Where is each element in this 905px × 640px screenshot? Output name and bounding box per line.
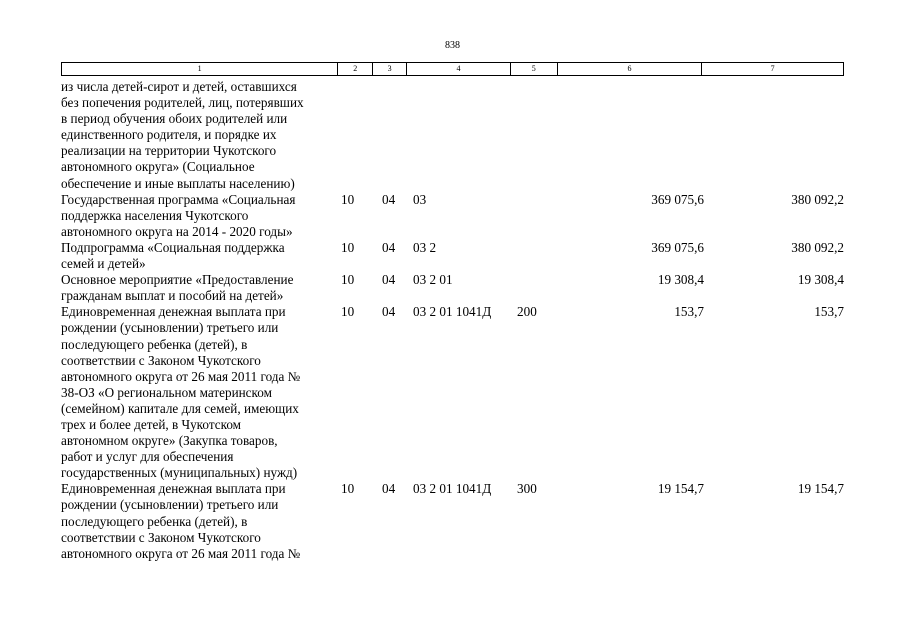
description-line: Основное мероприятие «Предоставление <box>61 272 294 288</box>
description-line: рождении (усыновлении) третьего или <box>61 497 279 513</box>
header-col-5: 5 <box>510 63 557 75</box>
description-line: автономного округа от 26 мая 2011 года № <box>61 545 301 561</box>
expense-type-code: 200 <box>517 304 537 320</box>
description-line: семей и детей» <box>61 256 146 272</box>
page-number: 838 <box>445 40 460 51</box>
description-line: гражданам выплат и пособий на детей» <box>61 288 284 304</box>
target-article-code: 03 2 01 1041Д <box>413 481 492 497</box>
amount-year-2: 19 154,7 <box>797 481 844 497</box>
expense-type-code: 300 <box>517 481 537 497</box>
description-line: Единовременная денежная выплата при <box>61 481 286 497</box>
row-description <box>61 192 337 240</box>
description-line: автономном округе» (Закупка товаров, <box>61 433 278 449</box>
header-col-2: 2 <box>337 63 372 75</box>
description-line: реализации на территории Чукотского <box>61 143 277 159</box>
description-line: трех и более детей, в Чукотском <box>61 416 242 432</box>
target-article-code: 03 2 01 <box>413 272 453 288</box>
amount-year-2: 153,7 <box>814 304 844 320</box>
header-col-7: 7 <box>701 63 843 75</box>
description-line: без попечения родителей, лиц, потерявших <box>61 95 304 111</box>
description-line: соответствии с Законом Чукотского <box>61 529 261 545</box>
header-col-1: 1 <box>197 64 202 73</box>
row-description <box>61 304 337 481</box>
description-line: 38-ОЗ «О региональном материнском <box>61 384 272 400</box>
description-line: последующего ребенка (детей), в <box>61 513 248 529</box>
target-article-code: 03 <box>413 191 427 207</box>
table-row <box>61 79 844 192</box>
row-description <box>61 272 337 304</box>
description-line: последующего ребенка (детей), в <box>61 336 248 352</box>
header-col-4: 4 <box>406 63 510 75</box>
budget-table-body <box>61 79 844 562</box>
table-row <box>61 481 844 561</box>
description-line: соответствии с Законом Чукотского <box>61 352 261 368</box>
section-code: 10 <box>341 304 355 320</box>
section-code: 10 <box>341 272 355 288</box>
subsection-code: 04 <box>382 191 396 207</box>
description-line: единственного родителя, и порядке их <box>61 127 277 143</box>
description-line: автономного округа» (Социальное <box>61 159 255 175</box>
description-line: в период обучения обоих родителей или <box>61 111 288 127</box>
section-code: 10 <box>341 239 355 255</box>
subsection-code: 04 <box>382 304 396 320</box>
description-line: из числа детей-сирот и детей, оставшихся <box>61 79 297 94</box>
description-line: (семейном) капитале для семей, имеющих <box>61 400 299 416</box>
description-line: работ и услуг для обеспечения <box>61 449 234 465</box>
table-row <box>61 240 844 272</box>
header-col-6: 6 <box>557 63 702 75</box>
description-line: Единовременная денежная выплата при <box>61 304 286 320</box>
amount-year-2: 380 092,2 <box>791 191 844 207</box>
description-line: автономного округа от 26 мая 2011 года № <box>61 368 301 384</box>
amount-year-1: 19 308,4 <box>657 272 704 288</box>
header-col-3: 3 <box>372 63 406 75</box>
description-line: автономного округа на 2014 - 2020 годы» <box>61 223 293 239</box>
row-description <box>61 481 337 561</box>
description-line: поддержка населения Чукотского <box>61 207 249 223</box>
amount-year-1: 369 075,6 <box>651 191 704 207</box>
amount-year-2: 19 308,4 <box>797 272 844 288</box>
description-line: Государственная программа «Социальная <box>61 191 296 207</box>
section-code: 10 <box>341 191 355 207</box>
description-line: рождении (усыновлении) третьего или <box>61 320 279 336</box>
column-number-header <box>61 62 844 76</box>
table-row <box>61 272 844 304</box>
amount-year-1: 153,7 <box>674 304 704 320</box>
amount-year-1: 19 154,7 <box>657 481 704 497</box>
row-description <box>61 240 337 272</box>
section-code: 10 <box>341 481 355 497</box>
target-article-code: 03 2 <box>413 239 437 255</box>
subsection-code: 04 <box>382 239 396 255</box>
target-article-code: 03 2 01 1041Д <box>413 304 492 320</box>
description-line: Подпрограмма «Социальная поддержка <box>61 239 285 255</box>
description-line: государственных (муниципальных) нужд) <box>61 465 298 481</box>
table-row <box>61 192 844 240</box>
amount-year-1: 369 075,6 <box>651 239 704 255</box>
table-row <box>61 304 844 481</box>
description-line: обеспечение и иные выплаты населению) <box>61 175 295 191</box>
subsection-code: 04 <box>382 481 396 497</box>
amount-year-2: 380 092,2 <box>791 239 844 255</box>
row-description <box>61 79 337 192</box>
subsection-code: 04 <box>382 272 396 288</box>
